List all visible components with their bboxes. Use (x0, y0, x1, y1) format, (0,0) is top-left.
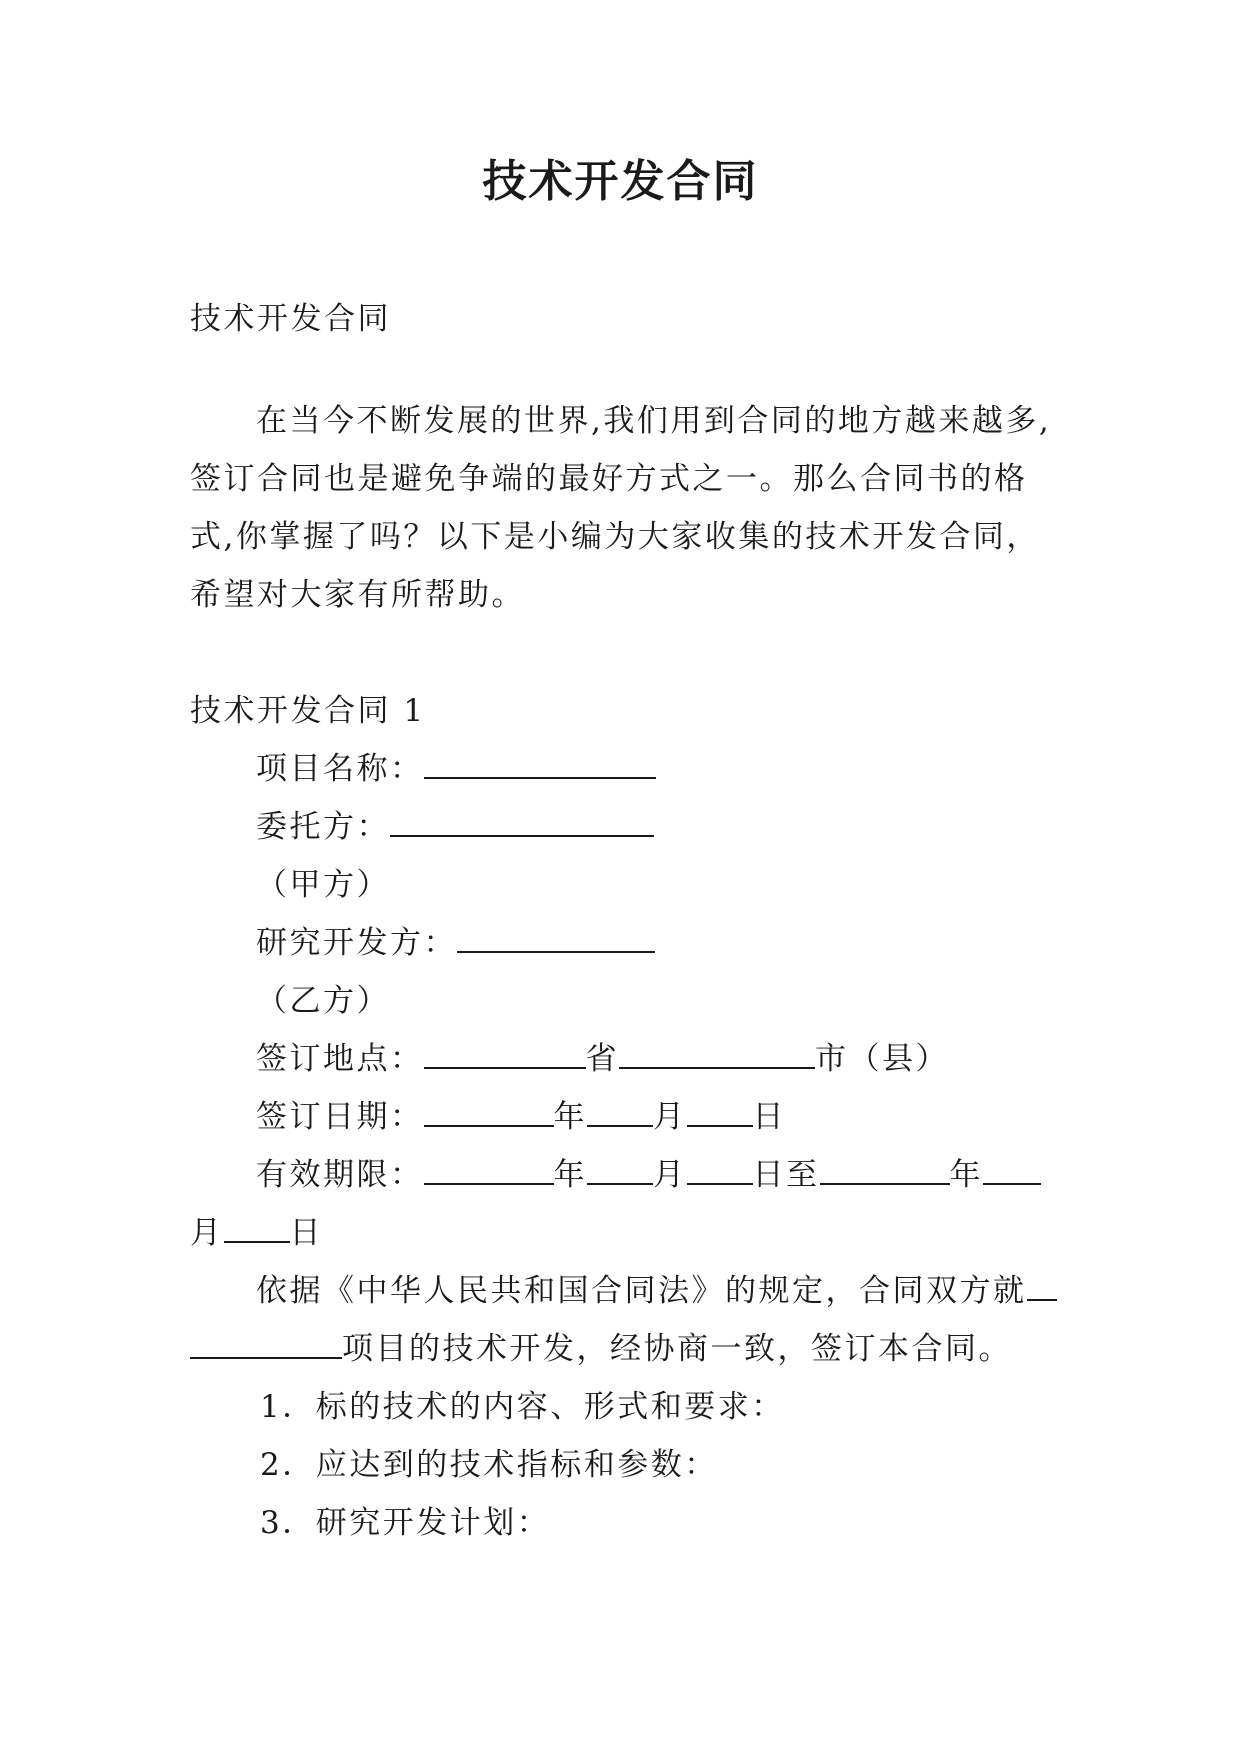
basis-blank-a (1027, 1269, 1057, 1301)
validity-year-blank (424, 1153, 554, 1185)
sign-year-blank (424, 1095, 554, 1127)
project-name-label: 项目名称： (256, 751, 424, 787)
client-line (190, 798, 1060, 856)
document-heading: 技术开发合同 (190, 301, 391, 337)
end-day-label: 日 (289, 1215, 323, 1251)
sign-place-label: 签订地点： (256, 1041, 424, 1077)
list-item: 3．研究开发计划： (260, 1505, 551, 1541)
basis-text-2: 项目的技术开发，经协商一致，签订本合同。 (342, 1331, 1012, 1367)
sign-day-blank (687, 1095, 753, 1127)
validity-line (190, 1146, 1060, 1204)
sign-place-line (190, 1030, 1060, 1088)
validity-month-blank (587, 1153, 653, 1185)
end-month-blank-a (983, 1153, 1041, 1185)
basis-line (190, 1262, 1060, 1320)
party-a-line (190, 856, 1060, 914)
developer-label: 研究开发方： (256, 925, 457, 961)
party-b-line (190, 972, 1060, 1030)
section-title: 技术开发合同 1 (190, 693, 426, 729)
party-a-label: （甲方） (256, 867, 390, 903)
end-year-label: 年 (949, 1157, 983, 1193)
document-title: 技术开发合同 (482, 156, 759, 207)
sign-year-label: 年 (553, 1099, 587, 1135)
basis-text-1: 依据《中华人民共和国合同法》的规定，合同双方就 (256, 1273, 1027, 1309)
developer-blank (457, 921, 655, 953)
basis-line-continued (190, 1320, 1060, 1378)
city-county-label: 市（县） (815, 1041, 949, 1077)
validity-month-label: 月 (653, 1157, 687, 1193)
validity-day-to-label: 日至 (752, 1157, 820, 1193)
end-day-blank (224, 1211, 290, 1243)
validity-day-blank (687, 1153, 753, 1185)
validity-label: 有效期限： (256, 1157, 424, 1193)
party-b-label: （乙方） (256, 983, 390, 1019)
city-blank (619, 1037, 815, 1069)
sign-month-label: 月 (653, 1099, 687, 1135)
sign-date-label: 签订日期： (256, 1099, 424, 1135)
project-name-blank (424, 747, 656, 779)
document-body (190, 290, 1060, 1552)
project-name-line (190, 740, 1060, 798)
sign-month-blank (587, 1095, 653, 1127)
end-month-label: 月 (190, 1215, 224, 1251)
end-year-blank (820, 1153, 950, 1185)
validity-year-label: 年 (553, 1157, 587, 1193)
basis-blank-b (190, 1327, 342, 1359)
list-item: 2．应达到的技术指标和参数： (260, 1447, 718, 1483)
province-label: 省 (585, 1041, 619, 1077)
list-item: 1．标的技术的内容、形式和要求： (260, 1389, 785, 1425)
client-label: 委托方： (256, 809, 390, 845)
developer-line (190, 914, 1060, 972)
client-blank (390, 805, 654, 837)
sign-day-label: 日 (752, 1099, 786, 1135)
validity-line-continued (190, 1204, 1060, 1262)
sign-date-line (190, 1088, 1060, 1146)
province-blank (424, 1037, 586, 1069)
intro-paragraph: 在当今不断发展的世界,我们用到合同的地方越来越多,签订合同也是避免争端的最好方式之一。那么合同书的格式,你掌握了吗？以下是小编为大家收集的技术开发合同，希望对大家有所帮助。 (190, 403, 1052, 613)
